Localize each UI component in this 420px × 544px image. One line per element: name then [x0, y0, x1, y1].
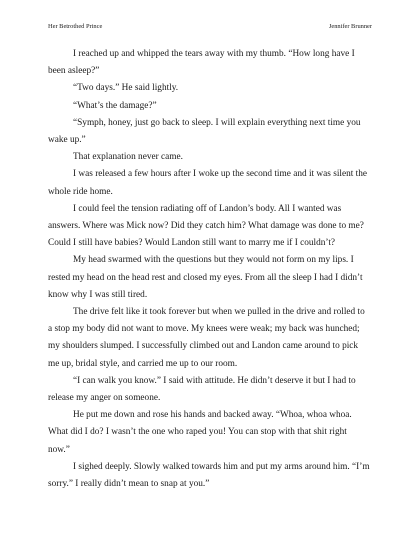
paragraph: That explanation never came.	[73, 152, 183, 163]
paragraph: I was released a few hours after I woke up the second time and it was silent the whole ride home.	[48, 169, 368, 197]
paragraph: The drive felt like it took forever but when we pulled in the drive and rolled to a stop my body did not want to move. My knees were weak; my back was hunched; my shoulders slumped. I successfully climbed out and Landon came around to pick me up, bridal style, and carried me up to our room.	[48, 307, 365, 369]
paragraph: My head swarmed with the questions but they would not form on my lips. I rested my head on the head rest and closed my eyes. From all the sleep I had I didn’t know why I was still tired.	[48, 255, 363, 300]
paragraph: He put me down and rose his hands and backed away. “Whoa, whoa whoa. What did I do? I wasn’t the one who raped you! You can stop with that shit right now.”	[48, 410, 352, 455]
body-text	[48, 46, 370, 493]
paragraph: I sighed deeply. Slowly walked towards him and put my arms around him. “I’m sorry.” I really didn’t mean to snap at you.”	[48, 461, 370, 490]
author-name: Jennifer Brunner	[328, 23, 372, 30]
paragraph: “I can walk you know.” I said with attitude. He didn’t deserve it but I had to release my anger on someone.	[48, 375, 356, 404]
paragraph: “What’s the damage?”	[73, 100, 157, 111]
book-title: Her Betrothed Prince	[48, 23, 103, 30]
running-header	[48, 22, 372, 32]
paragraph: “Symph, honey, just go back to sleep. I will explain everything next time you wake up.”	[48, 117, 361, 146]
paragraph: “Two days.” He said lightly.	[73, 83, 179, 94]
paragraph: I reached up and whipped the tears away with my thumb. “How long have I been asleep?”	[48, 49, 355, 77]
paragraph: I could feel the tension radiating off of Landon’s body. All I wanted was answers. Where was Mick now? Did they catch him? What damage was done to me? Could I still have babies? Would Landon still want to marry me if I couldn’t?	[48, 203, 364, 249]
